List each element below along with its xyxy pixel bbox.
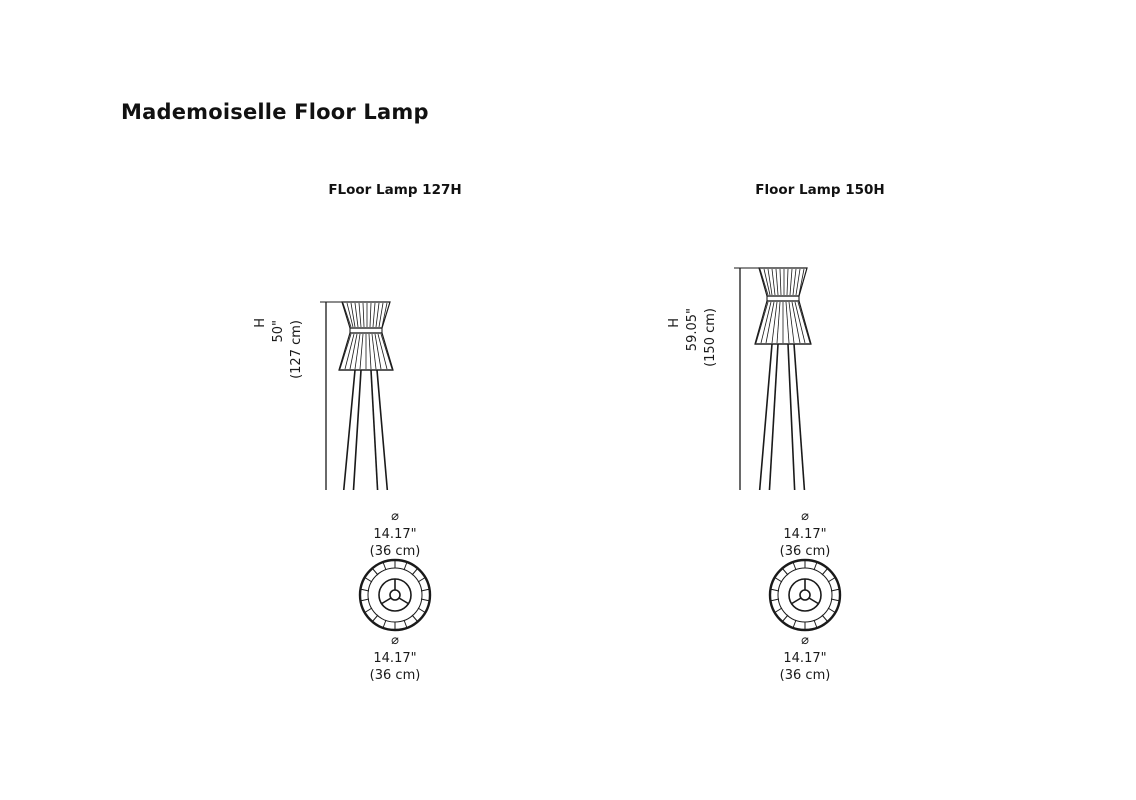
variant-title: Floor Lamp 150H [755,182,885,198]
diameter-cm: (36 cm) [369,668,421,684]
elevation-drawing-127h [230,210,560,490]
page-title: Mademoiselle Floor Lamp [121,100,429,124]
height-value-127h [272,320,287,343]
diameter-inches: 14.17" [373,526,417,542]
height-dimension-127h [254,318,269,328]
lamp-plan-svg [315,550,475,640]
diameter-inches: 14.17" [783,650,827,666]
height-dimension-150h [668,318,683,328]
diameter-symbol: ⌀ [801,509,809,524]
diameter-symbol: ⌀ [391,509,399,524]
height-letter: H [667,318,682,328]
lamp-elevation-svg [230,210,560,490]
height-inches: 59.05" [685,308,700,352]
height-cm: (127 cm) [289,320,304,379]
height-value-cm-127h [290,320,305,379]
diameter-symbol: ⌀ [391,633,399,648]
diameter-symbol: ⌀ [801,633,809,648]
diameter-cm: (36 cm) [779,668,831,684]
height-inches: 50" [271,320,286,343]
height-value-cm-150h [704,308,719,367]
diameter-cm: (36 cm) [779,544,831,560]
plan-diameter-150h [640,632,970,685]
plan-drawing-127h [230,550,560,640]
height-letter: H [253,318,268,328]
lamp-plan-svg [725,550,885,640]
variant-title: FLoor Lamp 127H [328,182,462,198]
height-cm: (150 cm) [703,308,718,367]
diameter-inches: 14.17" [373,650,417,666]
plan-drawing-150h [640,550,970,640]
diameter-inches: 14.17" [783,526,827,542]
diameter-cm: (36 cm) [369,544,421,560]
height-value-150h [686,308,701,351]
plan-diameter-127h [230,632,560,685]
